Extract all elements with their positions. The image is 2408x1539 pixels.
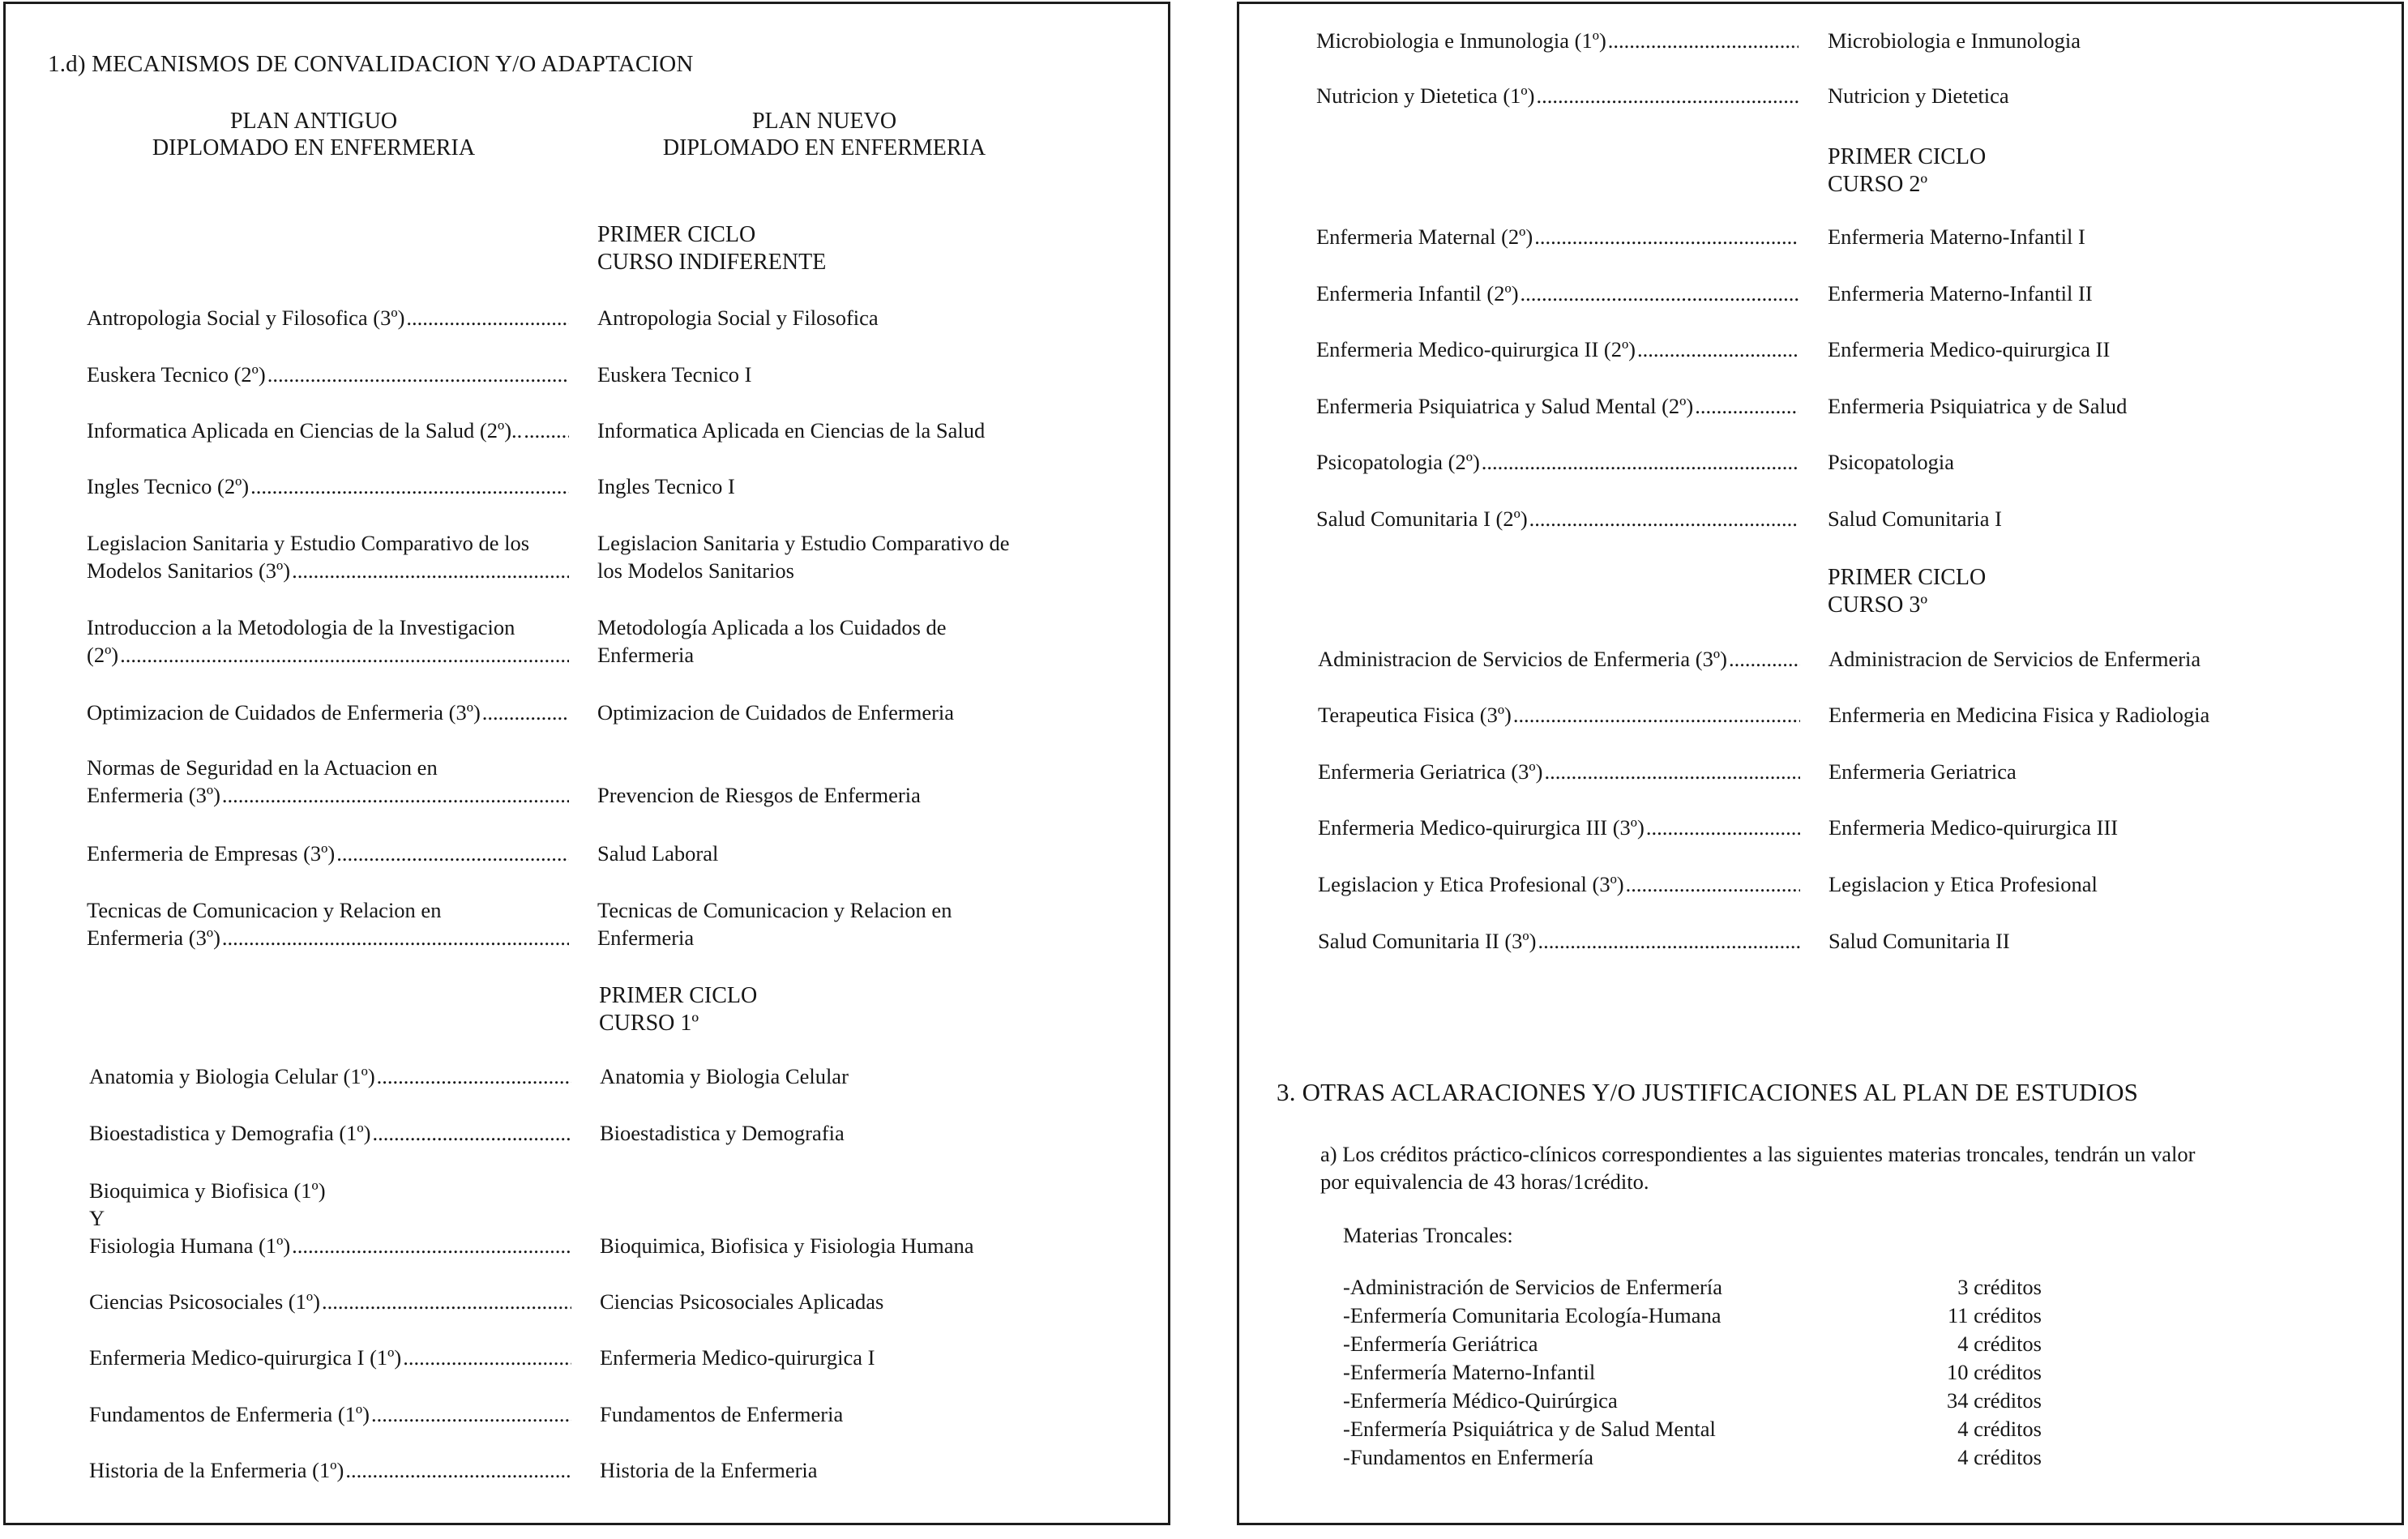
column-header-line: PLAN NUEVO	[751, 109, 897, 134]
old-plan-subject	[1316, 505, 1799, 532]
old-plan-subject-text: Optimizacion de Cuidados de Enfermeria (3º)	[87, 700, 481, 725]
old-plan-subject-text: Informatica Aplicada en Ciencias de la Salud (2º)..	[87, 418, 523, 442]
dot-leader	[1544, 758, 1800, 785]
column-header-plan-nuevo	[638, 108, 1011, 161]
dot-leader	[336, 840, 569, 867]
old-plan-subject	[87, 699, 569, 726]
new-plan-subject-text: Legislacion Sanitaria y Estudio Comparativo de	[597, 531, 1010, 555]
old-plan-subject-text: Legislacion Sanitaria y Estudio Comparativo de los	[87, 531, 530, 555]
new-plan-subject-text: Enfermeria Geriatrica	[1828, 759, 2017, 784]
old-plan-subject	[89, 1177, 571, 1259]
group-heading-curso-1	[599, 982, 757, 1037]
new-plan-subject-text: Enfermeria Medico-quirurgica I	[600, 1345, 875, 1370]
old-plan-subject-text: Modelos Sanitarios (3º)	[87, 558, 291, 583]
old-plan-subject-text: Euskera Tecnico (2º)	[87, 362, 266, 387]
old-plan-subject	[89, 1288, 571, 1315]
dot-leader	[120, 641, 569, 669]
old-plan-subject-text: Ciencias Psicosociales (1º)	[89, 1289, 320, 1314]
old-plan-subject-text: Terapeutica Fisica (3º)	[1318, 703, 1512, 727]
old-plan-subject-text: Anatomia y Biologia Celular (1º)	[89, 1064, 375, 1088]
new-plan-subject-text: Microbiologia e Inmunologia	[1828, 28, 2081, 53]
old-plan-subject-text: Nutricion y Dietetica (1º)	[1316, 83, 1535, 108]
materia-name: -Enfermería Médico-Quirúrgica	[1343, 1388, 1618, 1413]
old-plan-subject	[87, 417, 569, 444]
materias-troncales-label: Materias Troncales:	[1343, 1223, 1513, 1247]
old-plan-subject-text: Fisiologia Humana (1º)	[89, 1233, 291, 1258]
column-header-plan-antiguo	[127, 108, 500, 161]
dot-leader	[1513, 701, 1800, 729]
new-plan-subject-text: Enfermeria	[597, 643, 695, 667]
group-heading-line: PRIMER CICLO	[599, 983, 758, 1008]
new-plan-subject-text: Fundamentos de Enfermeria	[600, 1402, 844, 1426]
old-plan-subject-text: Enfermeria Infantil (2º)	[1316, 281, 1519, 306]
old-plan-subject	[1316, 280, 1799, 307]
dot-leader	[372, 1119, 571, 1147]
new-plan-subject-text: Historia de la Enfermeria	[600, 1458, 818, 1482]
old-plan-subject	[87, 304, 569, 331]
paragraph-a	[1320, 1140, 2196, 1195]
new-plan-subject-text: Enfermeria en Medicina Fisica y Radiologia	[1828, 703, 2210, 727]
old-plan-subject-text: Y	[89, 1206, 105, 1230]
dot-leader	[371, 1400, 571, 1428]
new-plan-subject	[600, 1400, 843, 1428]
new-plan-subject-text: Optimizacion de Cuidados de Enfermeria	[597, 700, 955, 725]
old-plan-subject-text: Historia de la Enfermeria (1º)	[89, 1458, 344, 1482]
column-header-line: DIPLOMADO EN ENFERMERIA	[662, 135, 986, 160]
materia-credits: 4 créditos	[1957, 1417, 2042, 1441]
group-heading-curso-indiferente	[597, 221, 826, 276]
group-heading-line: CURSO 1º	[599, 1011, 699, 1036]
old-plan-subject	[1318, 758, 1800, 785]
materia-credits: 3 créditos	[1957, 1275, 2042, 1299]
group-heading-curso-3	[1828, 564, 1986, 619]
dot-leader	[222, 781, 569, 809]
materia-credits: 4 créditos	[1957, 1332, 2042, 1356]
old-plan-subject-text: Ingles Tecnico (2º)	[87, 474, 250, 498]
new-plan-subject	[597, 529, 1010, 584]
old-plan-subject	[87, 361, 569, 388]
new-plan-subject-text	[600, 1204, 974, 1232]
new-plan-subject	[597, 840, 718, 867]
old-plan-subject	[1316, 223, 1799, 250]
materia-credits: 11 créditos	[1947, 1303, 2042, 1327]
new-plan-subject-text: Salud Comunitaria II	[1828, 929, 2010, 953]
old-plan-subject	[87, 896, 569, 951]
new-plan-subject	[600, 1177, 974, 1259]
new-plan-subject	[597, 304, 879, 331]
new-plan-subject-text: los Modelos Sanitarios	[597, 558, 794, 583]
new-plan-subject	[1828, 392, 2127, 420]
old-plan-subject-text: Enfermeria Maternal (2º)	[1316, 224, 1533, 249]
new-plan-subject	[597, 896, 952, 951]
new-plan-subject-text: Administracion de Servicios de Enfermeria	[1828, 647, 2201, 671]
dot-leader	[1538, 927, 1800, 955]
new-plan-subject-text	[600, 1177, 974, 1204]
dot-leader	[222, 924, 569, 951]
old-plan-subject-text: Microbiologia e Inmunologia (1º)	[1316, 28, 1606, 53]
dot-leader	[345, 1456, 571, 1484]
old-plan-subject	[87, 840, 569, 867]
new-plan-subject	[1828, 645, 2201, 673]
dot-leader	[322, 1288, 571, 1315]
old-plan-subject	[1318, 645, 1800, 673]
old-plan-subject	[1316, 448, 1799, 476]
dot-leader	[406, 304, 569, 331]
old-plan-subject-text: Tecnicas de Comunicacion y Relacion en	[87, 898, 442, 922]
old-plan-subject-text: Bioquimica y Biofisica (1º)	[89, 1178, 326, 1203]
dot-leader	[1534, 223, 1799, 250]
new-plan-subject	[597, 417, 985, 444]
dot-leader	[482, 699, 569, 726]
group-heading-line: PRIMER CICLO	[1828, 144, 1987, 169]
old-plan-subject	[1318, 870, 1800, 898]
new-plan-subject	[1828, 336, 2110, 363]
materia-name: -Enfermería Psiquiátrica y de Salud Mental	[1343, 1417, 1716, 1441]
section-title-aclaraciones: 3. OTRAS ACLARACIONES Y/O JUSTIFICACIONES AL PLAN DE ESTUDIOS	[1277, 1078, 2139, 1106]
new-plan-subject	[1828, 82, 2009, 109]
materia-credits: 34 créditos	[1946, 1388, 2042, 1413]
dot-leader	[1729, 645, 1800, 673]
dot-leader	[403, 1344, 571, 1371]
new-plan-subject-text: Legislacion y Etica Profesional	[1828, 872, 2098, 896]
new-plan-subject	[1828, 27, 2081, 54]
old-plan-subject	[89, 1119, 571, 1147]
old-plan-subject-text: Enfermeria Psiquiatrica y Salud Mental (2º)	[1316, 394, 1694, 418]
dot-leader	[1646, 814, 1800, 841]
old-plan-subject-text: Enfermeria Medico-quirurgica III (3º)	[1318, 815, 1645, 840]
new-plan-subject-text: Enfermeria	[597, 926, 695, 950]
new-plan-subject-text: Ciencias Psicosociales Aplicadas	[600, 1289, 884, 1314]
old-plan-subject-text: Salud Comunitaria I (2º)	[1316, 507, 1528, 531]
old-plan-subject	[87, 754, 569, 809]
old-plan-subject-text: Enfermeria Medico-quirurgica I (1º)	[89, 1345, 402, 1370]
left-page	[3, 2, 1170, 1525]
new-plan-subject-text: Anatomia y Biologia Celular	[600, 1064, 849, 1088]
new-plan-subject-text: Tecnicas de Comunicacion y Relacion en	[597, 898, 952, 922]
new-plan-subject	[597, 699, 954, 726]
dot-leader	[1626, 870, 1800, 898]
new-plan-subject	[1828, 505, 2002, 532]
old-plan-subject	[1316, 82, 1799, 109]
old-plan-subject	[89, 1456, 571, 1484]
old-plan-subject	[87, 613, 569, 669]
group-heading-line: PRIMER CICLO	[597, 222, 756, 247]
dot-leader	[377, 1062, 571, 1090]
new-plan-subject-text: Enfermeria Medico-quirurgica III	[1828, 815, 2119, 840]
new-plan-subject	[1828, 927, 2010, 955]
group-heading-line: CURSO INDIFERENTE	[597, 250, 827, 275]
old-plan-subject	[89, 1400, 571, 1428]
materia-name: -Enfermería Comunitaria Ecología-Humana	[1343, 1303, 1722, 1327]
new-plan-subject-text: Metodología Aplicada a los Cuidados de	[597, 615, 947, 639]
dot-leader	[1529, 505, 1799, 532]
old-plan-subject-text: Enfermeria (3º)	[87, 783, 220, 807]
new-plan-subject	[1828, 758, 2017, 785]
new-plan-subject	[1828, 814, 2118, 841]
old-plan-subject	[87, 472, 569, 500]
new-plan-subject-text: Salud Laboral	[597, 841, 719, 866]
new-plan-subject	[597, 613, 947, 669]
old-plan-subject-text: Enfermeria Medico-quirurgica II (2º)	[1316, 337, 1636, 361]
new-plan-subject	[600, 1344, 875, 1371]
old-plan-subject-text: Administracion de Servicios de Enfermeria (3º)	[1318, 647, 1727, 671]
new-plan-subject	[597, 472, 735, 500]
new-plan-subject-text	[597, 754, 921, 781]
old-plan-subject-text: Fundamentos de Enfermeria (1º)	[89, 1402, 370, 1426]
new-plan-subject-text: Enfermeria Materno-Infantil I	[1828, 224, 2085, 249]
new-plan-subject	[600, 1062, 849, 1090]
new-plan-subject-text: Enfermeria Psiquiatrica y de Salud	[1828, 394, 2128, 418]
new-plan-subject	[597, 754, 921, 809]
new-plan-subject	[1828, 223, 2085, 250]
paragraph-line: por equivalencia de 43 horas/1crédito.	[1320, 1169, 1649, 1194]
old-plan-subject-text: Psicopatologia (2º)	[1316, 450, 1480, 474]
new-plan-subject	[1828, 870, 2098, 898]
dot-leader	[524, 417, 569, 444]
old-plan-subject	[1318, 814, 1800, 841]
old-plan-subject	[89, 1344, 571, 1371]
old-plan-subject	[1316, 27, 1799, 54]
new-plan-subject-text: Enfermeria Materno-Infantil II	[1828, 281, 2093, 306]
new-plan-subject-text: Informatica Aplicada en Ciencias de la Salud	[597, 418, 986, 442]
right-page	[1237, 2, 2404, 1525]
new-plan-subject-text: Antropologia Social y Filosofica	[597, 306, 879, 330]
new-plan-subject	[1828, 448, 1954, 476]
dot-leader	[250, 472, 569, 500]
group-heading-line: PRIMER CICLO	[1828, 565, 1987, 590]
dot-leader	[1637, 336, 1799, 363]
new-plan-subject-text: Prevencion de Riesgos de Enfermeria	[597, 783, 921, 807]
old-plan-subject	[1316, 392, 1799, 420]
paragraph-line: a) Los créditos práctico-clínicos correspondientes a las siguientes materias troncales, tendrán un valor	[1320, 1142, 2196, 1166]
new-plan-subject-text: Ingles Tecnico I	[597, 474, 735, 498]
old-plan-subject-text: Bioestadistica y Demografia (1º)	[89, 1121, 371, 1145]
old-plan-subject-text: Enfermeria (3º)	[87, 926, 220, 950]
materia-credits: 4 créditos	[1957, 1445, 2042, 1469]
dot-leader	[292, 557, 569, 584]
old-plan-subject	[1316, 336, 1799, 363]
dot-leader	[1482, 448, 1799, 476]
group-heading-curso-2	[1828, 143, 1986, 199]
new-plan-subject-text: Psicopatologia	[1828, 450, 1955, 474]
materia-name: -Fundamentos en Enfermería	[1343, 1445, 1594, 1469]
old-plan-subject	[87, 529, 569, 584]
old-plan-subject-text: Normas de Seguridad en la Actuacion en	[87, 755, 438, 780]
old-plan-subject	[89, 1062, 571, 1090]
dot-leader	[1608, 27, 1799, 54]
new-plan-subject	[600, 1456, 818, 1484]
new-plan-subject	[1828, 280, 2093, 307]
old-plan-subject	[1318, 701, 1800, 729]
old-plan-subject-text: (2º)	[87, 643, 119, 667]
new-plan-subject	[597, 361, 751, 388]
new-plan-subject-text: Euskera Tecnico I	[597, 362, 752, 387]
section-title-convalidacion: 1.d) MECANISMOS DE CONVALIDACION Y/O ADAPTACION	[48, 51, 694, 77]
materia-credits: 10 créditos	[1946, 1360, 2042, 1384]
old-plan-subject-text: Introduccion a la Metodologia de la Investigacion	[87, 615, 515, 639]
column-header-line: PLAN ANTIGUO	[229, 109, 398, 134]
old-plan-subject-text: Enfermeria Geriatrica (3º)	[1318, 759, 1543, 784]
new-plan-subject-text: Bioquimica, Biofisica y Fisiologia Humana	[600, 1233, 974, 1258]
dot-leader	[1521, 280, 1799, 307]
dot-leader	[1695, 392, 1799, 420]
column-header-line: DIPLOMADO EN ENFERMERIA	[152, 135, 476, 160]
dot-leader	[292, 1232, 571, 1259]
old-plan-subject-text: Salud Comunitaria II (3º)	[1318, 929, 1537, 953]
new-plan-subject-text: Enfermeria Medico-quirurgica II	[1828, 337, 2111, 361]
materia-name: -Administración de Servicios de Enfermería	[1343, 1275, 1723, 1299]
old-plan-subject-text: Antropologia Social y Filosofica (3º)	[87, 306, 405, 330]
new-plan-subject	[600, 1119, 845, 1147]
group-heading-line: CURSO 3º	[1828, 592, 1928, 618]
group-heading-line: CURSO 2º	[1828, 172, 1928, 197]
old-plan-subject	[1318, 927, 1800, 955]
materia-name: -Enfermería Materno-Infantil	[1343, 1360, 1596, 1384]
old-plan-subject-text: Legislacion y Etica Profesional (3º)	[1318, 872, 1624, 896]
old-plan-subject-text: Enfermeria de Empresas (3º)	[87, 841, 336, 866]
new-plan-subject-text: Nutricion y Dietetica	[1828, 83, 2009, 108]
new-plan-subject-text: Bioestadistica y Demografia	[600, 1121, 845, 1145]
dot-leader	[1536, 82, 1799, 109]
materia-name: -Enfermería Geriátrica	[1343, 1332, 1538, 1356]
new-plan-subject	[1828, 701, 2209, 729]
new-plan-subject	[600, 1288, 883, 1315]
new-plan-subject-text: Salud Comunitaria I	[1828, 507, 2002, 531]
dot-leader	[267, 361, 569, 388]
